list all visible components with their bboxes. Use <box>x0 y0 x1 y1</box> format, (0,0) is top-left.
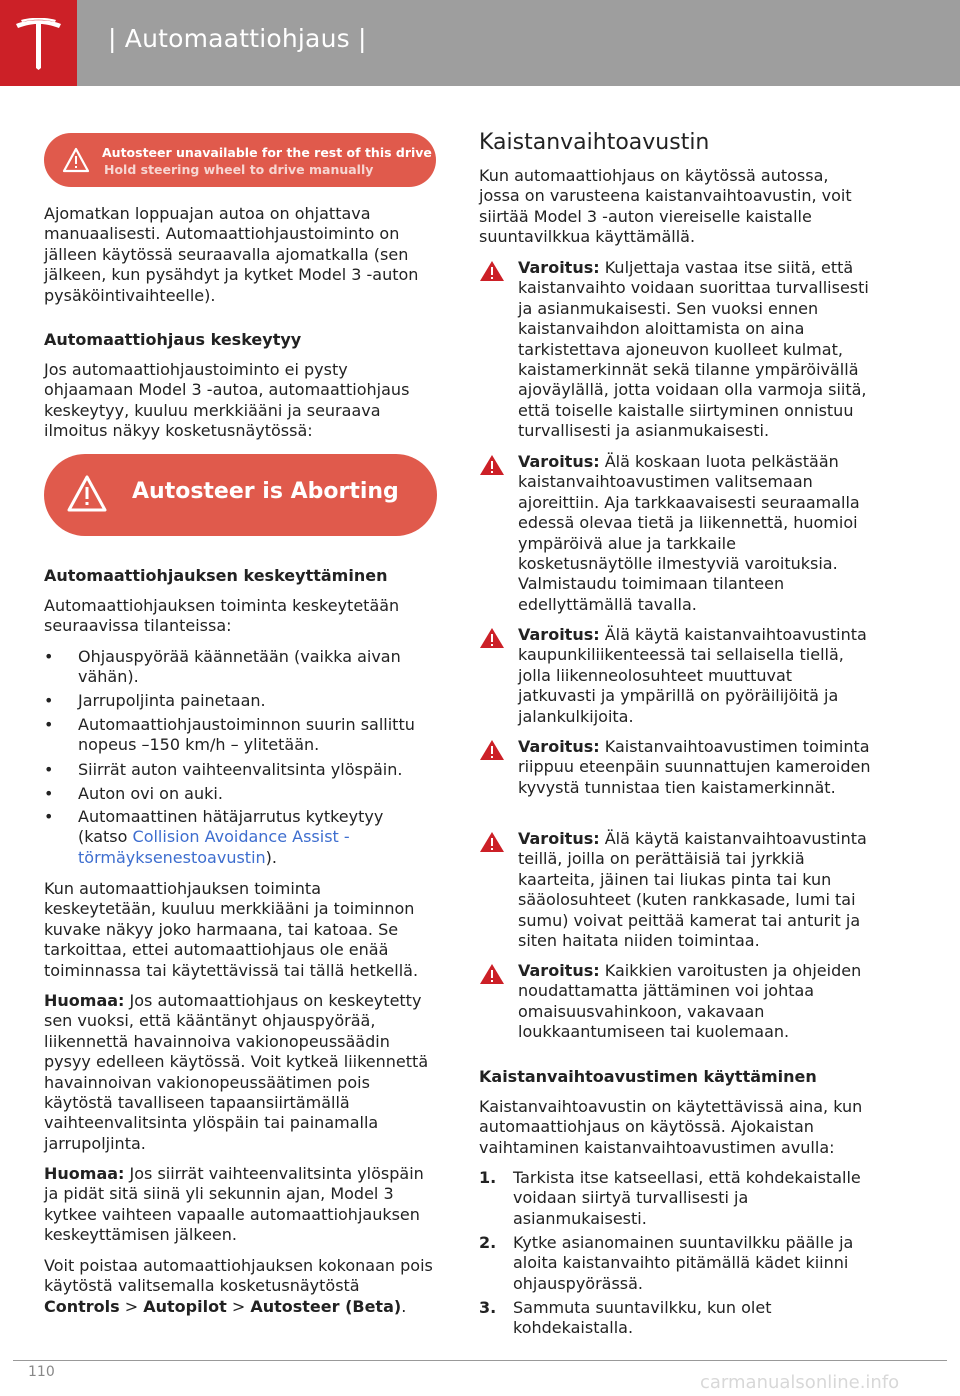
warning-icon <box>479 831 505 853</box>
paragraph: Jos automaattiohjaustoiminto ei pysty ohjaamaan Model 3 -autoa, automaattiohjaus keskeytyy, kuuluu merkkiääni ja seuraava ilmoitus näkyy kosketusnäytössä: <box>44 360 410 441</box>
autosteer-aborting-alert <box>44 454 437 536</box>
menu-path-separator: > <box>119 1296 144 1316</box>
menu-path-controls: Controls <box>44 1296 120 1316</box>
list-item-text: Automaattiohjaustoiminnon suurin sallittu nopeus –150 km/h – ylitetään. <box>78 715 415 755</box>
tesla-logo <box>0 0 77 86</box>
tesla-logo-icon <box>13 18 64 70</box>
page-number: 110 <box>28 1364 55 1380</box>
warning-body: Kuljettaja vastaa itse siitä, että kaistanvaihto voidaan suorittaa turvallisesti ja asianmukaisesti. Sen vuoksi ennen kaistanvaihdon aloittamista on aina tarkistettava ajoneuvon kuolleet kulmat, kaistamerkinnät sekä tilanne ympäröivällä ajoväylällä, jotta voidaan olla varmoja siitä, että toiselle kaistalle siirtyminen onnistuu turvallisesti ja asianmukaisesti. <box>518 258 869 441</box>
section-heading: Kaistanvaihtoavustin <box>479 130 710 155</box>
note-text: Jos automaattiohjaus on keskeytetty sen vuoksi, että kääntänyt ohjauspyörää, liikennettä havainnoiva vakionopeussäädin pysyy edelleen käytössä. Voit kytkeä liikennettä havainnoivan vakionopeussäätimen pois käytöstä tavalliseen tapaansiirtämällä vaihteenvalitsinta ylöspäin tai painamalla jarrupoljinta. <box>44 991 429 1153</box>
list-item-text: Siirrät auton vaihteenvalitsinta ylöspäin. <box>78 760 403 779</box>
section-title: | Automaattiohjaus | <box>108 24 367 53</box>
bullet: • <box>44 807 54 826</box>
warning-label: Varoitus: <box>518 829 600 848</box>
menu-path-autosteer: Autosteer (Beta) <box>250 1296 402 1316</box>
paragraph-end: . <box>401 1296 407 1316</box>
list-item-text: Jarrupoljinta painetaan. <box>78 691 266 710</box>
list-item-text-pre: Automaattinen hätäjarrutus kytkeytyy (katso <box>78 807 384 847</box>
subheading-lane-change-use: Kaistanvaihtoavustimen käyttäminen <box>479 1067 817 1086</box>
warning-text <box>518 452 874 615</box>
note-label: Huomaa: <box>44 1164 125 1183</box>
paragraph: Kun automaattiohjaus on käytössä autossa, jossa on varusteena kaistanvaihtoavustin, voit siirtää Model 3 -auton viereiselle kaistalle suuntavilkkua käyttämällä. <box>479 166 852 247</box>
bullet: • <box>44 691 54 710</box>
step-number: 2. <box>479 1233 497 1252</box>
paragraph <box>44 1256 438 1317</box>
warning-text <box>518 258 874 442</box>
warning-body: Kaistanvaihtoavustimen toiminta riippuu eteenpäin suunnattujen kameroiden kyvystä tunnistaa tien kaistamerkinnät. <box>518 737 871 797</box>
warning-label: Varoitus: <box>518 737 600 756</box>
paragraph: Kun automaattiohjauksen toiminta keskeytetään, kuuluu merkkiääni ja toiminnon kuvake näkyy joko harmaana, tai katoaa. Se tarkoittaa, ettei automaattiohjaus ole enää toiminnassa tai käytettävissä tai tällä hetkellä. <box>44 879 419 980</box>
warning-text <box>518 737 874 798</box>
alert-line-1: Autosteer unavailable for the rest of this drive <box>102 145 432 160</box>
step-number: 3. <box>479 1298 497 1317</box>
warning-icon <box>479 739 505 761</box>
warning-body: Älä koskaan luota pelkästään kaistanvaihtoavustimen valitsemaan ajoreittiin. Aja tarkkaavaisesti seuraamalla edessä olevaa tietä ja liikennettä, huomioi ympäröivä alue ja tarkkaile kosketusnäytölle ilmestyviä varoituksia. Valmistaudu toimimaan tilanteen edellyttämällä tavalla. <box>518 452 860 614</box>
warning-body: Kaikkien varoitusten ja ohjeiden noudattamatta jättäminen voi johtaa omaisuusvahinkoon, vakavaan loukkaantumiseen tai kuolemaan. <box>518 961 862 1042</box>
subheading-autosteer-cancel: Automaattiohjauksen keskeyttäminen <box>44 566 388 585</box>
note-label: Huomaa: <box>44 991 125 1010</box>
warning-icon <box>479 454 505 476</box>
warning-body: Älä käytä kaistanvaihtoavustinta teillä, joilla on perättäisiä tai jyrkkiä kaarteita, jäinen tai liukas pinta tai kun sääolosuhteet (kuten rankkasade, lumi tai sumu) voivat peittää kamerat tai anturit ja siten haitata niiden toimintaa. <box>518 829 867 951</box>
step-text: Kytke asianomainen suuntavilkku päälle ja aloita kaistanvaihto pitämällä kädet kiinni ohjauspyörässä. <box>513 1233 854 1293</box>
note-paragraph <box>44 1164 438 1246</box>
alert-line-2: Hold steering wheel to drive manually <box>104 162 374 177</box>
watermark: carmanualsonline.info <box>700 1372 900 1393</box>
autosteer-unavailable-alert <box>44 133 436 187</box>
bullet: • <box>44 647 54 666</box>
paragraph: Automaattiohjauksen toiminta keskeytetään seuraavissa tilanteissa: <box>44 596 400 636</box>
alert-text: Autosteer is Aborting <box>132 479 399 504</box>
subheading-autosteer-aborting: Automaattiohjaus keskeytyy <box>44 330 302 349</box>
paragraph: Ajomatkan loppuajan autoa on ohjattava manuaalisesti. Automaattiohjaustoiminto on jälleen käytössä seuraavalla ajomatkalla (sen jälkeen, kun pysähdyt ja kytket Model 3 -auton pysäköintivaihteelle). <box>44 204 419 305</box>
paragraph-text: Voit poistaa automaattiohjauksen kokonaan pois käytöstä valitsemalla kosketusnäytöstä <box>44 1256 433 1296</box>
list-item-text: Auton ovi on auki. <box>78 784 223 803</box>
warning-triangle-icon <box>66 474 108 514</box>
warning-label: Varoitus: <box>518 961 600 980</box>
collision-avoidance-link[interactable]: Collision Avoidance Assist - törmäyksenestoavustin <box>78 827 350 867</box>
list-item-text: Ohjauspyörää käännetään (vaikka aivan vähän). <box>78 647 401 687</box>
warning-body: Älä käytä kaistanvaihtoavustinta kaupunkiliikenteessä tai sellaisella tiellä, jolla liikenneolosuhteet muuttuvat jatkuvasti ja ympärillä on pyöräilijöitä ja jalankulkijoita. <box>518 625 867 726</box>
paragraph: Kaistanvaihtoavustin on käytettävissä aina, kun automaattiohjaus on käytössä. Ajokaistan vaihtaminen kaistanvaihtoavustimen avulla: <box>479 1097 863 1157</box>
bullet: • <box>44 784 54 803</box>
note-text: Jos siirrät vaihteenvalitsinta ylöspäin ja pidät sitä siinä yli sekunnin ajan, Model 3 kytkee vaihteen vapaalle automaattiohjauksen keskeyttämisen jälkeen. <box>44 1164 424 1245</box>
bullet: • <box>44 760 54 779</box>
warning-text <box>518 625 874 727</box>
warning-triangle-icon <box>62 147 90 173</box>
warning-icon <box>479 963 505 985</box>
warning-label: Varoitus: <box>518 452 600 471</box>
warning-label: Varoitus: <box>518 258 600 277</box>
note-paragraph <box>44 991 438 1154</box>
warning-text <box>518 961 874 1043</box>
bullet: • <box>44 715 54 734</box>
list-item-text <box>78 807 418 868</box>
step-text: Sammuta suuntavilkku, kun olet kohdekaistalla. <box>513 1298 772 1338</box>
step-text: Tarkista itse katseellasi, että kohdekaistalle voidaan siirtyä turvallisesti ja asianmukaisesti. <box>513 1168 861 1228</box>
warning-icon <box>479 627 505 649</box>
warning-icon <box>479 260 505 282</box>
warning-label: Varoitus: <box>518 625 600 644</box>
list-item-text-post: ). <box>265 847 277 867</box>
menu-path-separator: > <box>226 1296 251 1316</box>
page-header <box>0 0 960 86</box>
warning-text <box>518 829 874 951</box>
menu-path-autopilot: Autopilot <box>143 1296 227 1316</box>
footer-divider <box>13 1360 947 1361</box>
step-number: 1. <box>479 1168 497 1187</box>
